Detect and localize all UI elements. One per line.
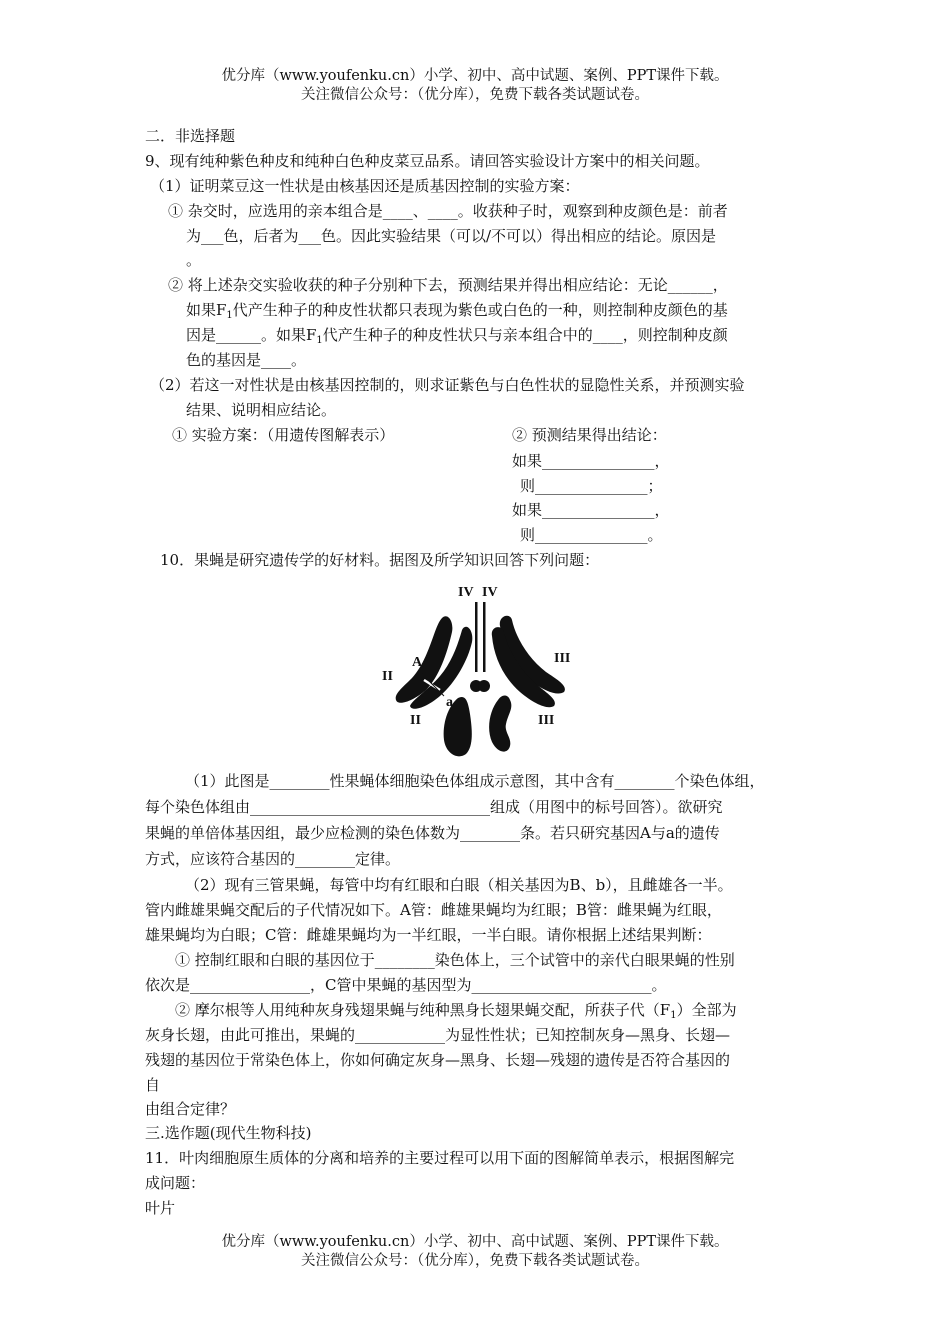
q10-p1-line1: （1）此图是________性果蝇体细胞染色体组成示意图，其中含有________个染色体组， (185, 772, 765, 790)
label-ii-bottom: II (410, 713, 421, 728)
q9-then-1: 则_______________； (520, 477, 663, 495)
q9-p1-s1-line2: 为___色，后者为___色。因此实验结果（可以/不可以）得出相应的结论。原因是 (186, 227, 717, 245)
q9-p2-line1: （2）若这一对性状是由核基因控制的，则求证紫色与白色性状的显隐性关系，并预测实验 (150, 376, 745, 394)
label-iii-top: III (554, 651, 571, 666)
q10-p2-s2-line1: ② 摩尔根等人用纯种灰身残翅果蝇与纯种黑身长翅果蝇交配，所获子代$(F_1)$全部为 (175, 1001, 737, 1021)
label-ii-top: II (382, 669, 393, 684)
q9-p1-intro: （1）证明菜豆这一性状是由核基因还是质基因控制的实验方案： (150, 177, 580, 195)
q9-p1-s2-line4: 色的基因是____。 (186, 351, 307, 369)
label-iv-left: IV (458, 585, 474, 600)
footer-line-2: 关注微信公众号：（优分库），免费下载各类试题试卷。 (301, 1253, 649, 1269)
q10-p2-s2-line5: 由组合定律？ (145, 1100, 236, 1118)
q9-p1-s2-line1: ② 将上述杂交实验收获的种子分别种下去，预测结果并得出相应结论：无论______， (168, 276, 728, 294)
q10-p2-s1-line1: ① 控制红眼和白眼的基因位于________染色体上，三个试管中的亲代白眼果蝇的性别 (175, 951, 735, 969)
q9-p1-s2-line3: 因是______。如果$F_1$代产生种子的种皮性状只与亲本组合中的____，则控制种皮颜 (186, 326, 728, 346)
header-line-2: 关注微信公众号：（优分库），免费下载各类试题试卷。 (301, 87, 649, 103)
q9-p2-right: ② 预测结果得出结论： (512, 426, 667, 444)
q10-p2-s2-line2: 灰身长翅，由此可推出，果蝇的____________为显性性状；已知控制灰身—黑身、长翅— (145, 1026, 731, 1044)
q9-then-2: 则_______________。 (520, 526, 663, 544)
header-line-1: 优分库（www.youfenku.cn）小学、初中、高中试题、案例、PPT课件下载。 (221, 68, 729, 84)
q10-p2-s1-line2: 依次是________________，C管中果蝇的基因型为________________________。 (145, 976, 667, 994)
footer-line-1: 优分库（www.youfenku.cn）小学、初中、高中试题、案例、PPT课件下载。 (221, 1234, 729, 1250)
q9-p2-left: ① 实验方案：（用遗传图解表示） (172, 426, 395, 444)
q10-p2-line3: 雄果蝇均为白眼；C管：雌雄果蝇均为一半红眼，一半白眼。请你根据上述结果判断： (145, 926, 712, 944)
q9-p1-s1-line3: 。 (186, 251, 202, 269)
label-iv-right: IV (482, 585, 498, 600)
q9-p1-s1-line1: ① 杂交时，应选用的亲本组合是____、____。收获种子时，观察到种皮颜色是：前者 (168, 202, 728, 220)
q10-p2-s2-line3: 残翅的基因位于常染色体上，你如何确定灰身—黑身、长翅—残翅的遗传是否符合基因的 (145, 1051, 731, 1069)
q10-p2-s2-line4: 自 (145, 1076, 161, 1094)
label-gene-a: a (446, 695, 453, 710)
q10-p1-line2: 每个染色体组由________________________________组成（用图中的标号回答）。欲研究 (145, 798, 723, 816)
q11-stem-line1: 11．叶肉细胞原生质体的分离和培养的主要过程可以用下面的图解简单表示，根据图解完 (145, 1149, 735, 1167)
label-iii-bottom: III (538, 713, 555, 728)
fruit-fly-chromosome-figure (382, 578, 578, 764)
section3-title: 三.选作题(现代生物科技) (145, 1124, 312, 1142)
q9-if-2: 如果_______________， (512, 501, 670, 519)
chromosome-iv-pair (470, 602, 490, 692)
chromosome-y-right (489, 696, 511, 752)
q9-p1-s2-line2: 如果$F_1$代产生种子的种皮性状都只表现为紫色或白色的一种，则控制种皮颜色的基 (186, 301, 728, 321)
q11-line3: 叶片 (145, 1199, 176, 1217)
q9-stem: 9、现有纯种紫色种皮和纯种白色种皮菜豆品系。请回答实验设计方案中的相关问题。 (145, 152, 710, 170)
section2-title: 二．非选择题 (145, 127, 236, 145)
q11-stem-line2: 成问题： (145, 1174, 206, 1192)
q9-p2-line2: 结果、说明相应结论。 (186, 401, 337, 419)
label-gene-A: A (412, 655, 423, 670)
q9-if-1: 如果_______________， (512, 452, 670, 470)
q10-stem: 10．果蝇是研究遗传学的好材料。据图及所学知识回答下列问题： (160, 551, 600, 569)
q10-p2-line1: （2）现有三管果蝇，每管中均有红眼和白眼（相关基因为B、b），且雌雄各一半。 (185, 876, 733, 894)
q10-p2-line2: 管内雌雄果蝇交配后的子代情况如下。A管：雌雄果蝇均为红眼；B管：雌果蝇为红眼， (145, 901, 722, 919)
q10-p1-line4: 方式，应该符合基因的________定律。 (145, 850, 401, 868)
q10-p1-line3: 果蝇的单倍体基因组，最少应检测的染色体数为________条。若只研究基因A与a的遗传 (145, 824, 720, 842)
